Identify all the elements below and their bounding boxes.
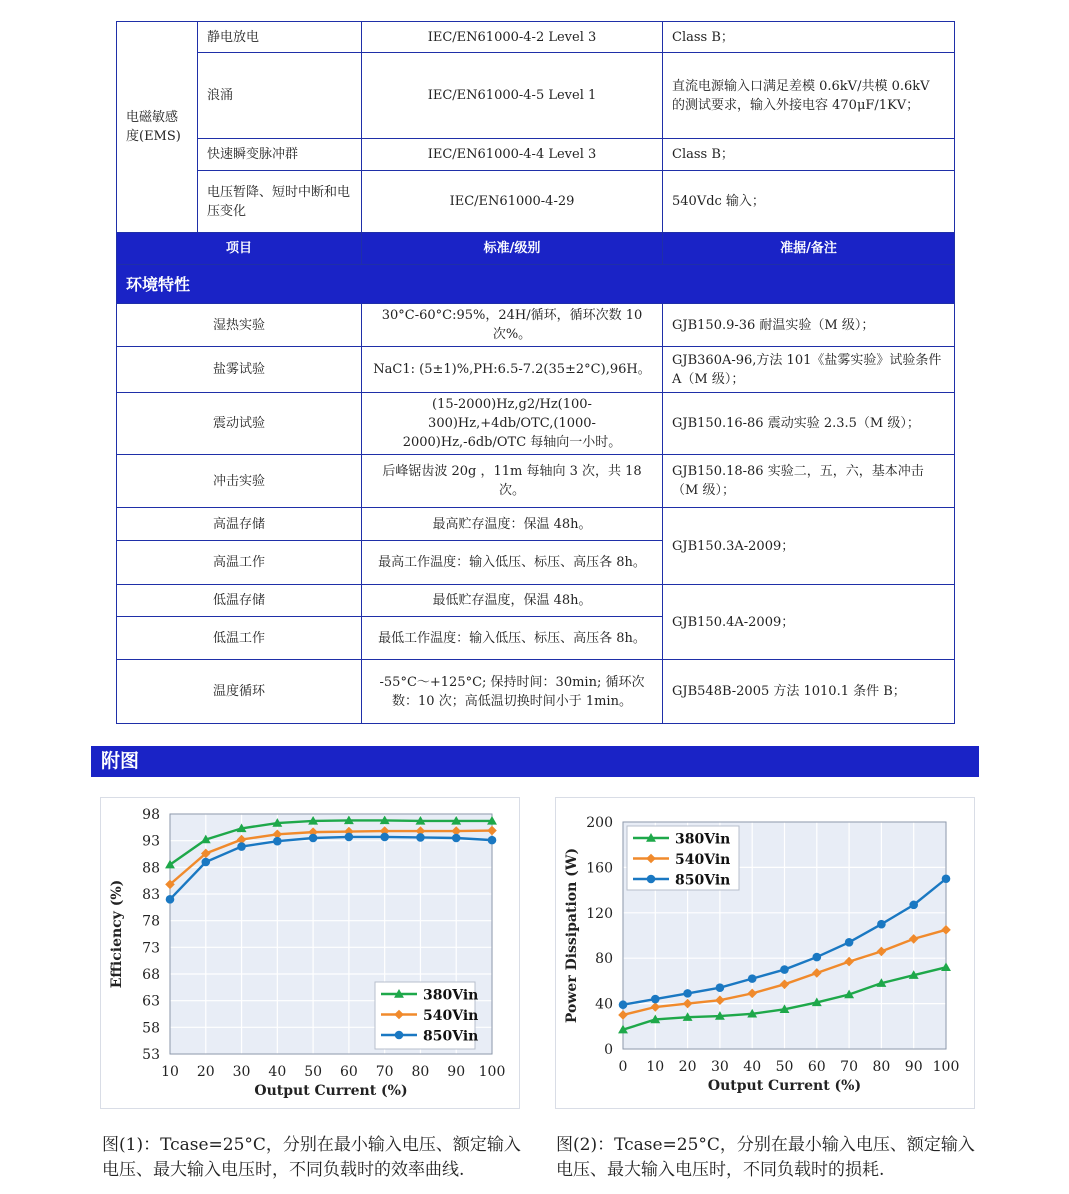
ems-standard: IEC/EN61000-4-2 Level 3 <box>362 22 663 53</box>
env-standard: NaC1: (5±1)%,PH:6.5-7.2(35±2°C),96H。 <box>362 347 663 393</box>
ems-row-surge <box>117 53 955 139</box>
x-tick-label: 90 <box>447 1064 466 1080</box>
env-item: 震动试验 <box>117 393 362 455</box>
data-point <box>201 858 210 867</box>
env-standard: 最高贮存温度：保温 48h。 <box>362 508 663 541</box>
legend-label: 540Vin <box>675 852 731 868</box>
x-tick-label: 50 <box>304 1064 323 1080</box>
efficiency-chart <box>100 797 520 1109</box>
legend <box>375 982 478 1049</box>
x-tick-label: 10 <box>161 1064 179 1080</box>
ems-note: 直流电源输入口满足差模 0.6kV/共模 0.6kV 的测试要求，输入外接电容 470μF/1KV； <box>663 53 955 139</box>
x-tick-label: 10 <box>646 1059 665 1075</box>
y-axis-title: Power Dissipation (W) <box>564 847 580 1024</box>
appendix-banner: 附图 <box>91 746 979 777</box>
legend-label: 850Vin <box>423 1028 479 1045</box>
data-point <box>716 983 725 992</box>
env-item: 低温存储 <box>117 585 362 617</box>
x-axis-title: Output Current (%) <box>707 1078 862 1094</box>
env-section-title: 环境特性 <box>117 265 955 304</box>
env-note-high-temp: GJB150.3A-2009； <box>663 508 955 585</box>
data-point <box>845 938 854 947</box>
env-standard: 30°C-60°C:95%，24H/循环，循环次数 10 次%。 <box>362 304 663 347</box>
legend-label: 540Vin <box>423 1008 479 1024</box>
env-note-low-temp: GJB150.4A-2009； <box>663 585 955 660</box>
ems-item: 静电放电 <box>198 22 362 53</box>
data-point <box>877 920 886 929</box>
legend-label: 380Vin <box>423 987 479 1004</box>
power-dissipation-chart <box>555 797 975 1109</box>
ems-note: 540Vdc 输入； <box>663 171 955 233</box>
y-tick-label: 73 <box>142 940 160 957</box>
ems-row-eft <box>117 139 955 171</box>
data-point <box>942 874 951 883</box>
env-item: 盐雾试验 <box>117 347 362 393</box>
figure1-caption: 图(1)：Tcase=25°C，分别在最小输入电压、额定输入电压、最大输入电压时，不同负载时的效率曲线. <box>102 1135 521 1180</box>
spec-table <box>116 21 955 724</box>
legend-label: 850Vin <box>675 872 731 889</box>
env-standard: 后峰锯齿波 20g ，11m 每轴向 3 次，共 18 次。 <box>362 455 663 508</box>
env-row <box>117 393 955 455</box>
y-tick-label: 0 <box>604 1042 613 1058</box>
header-note: 准据/备注 <box>663 233 955 265</box>
x-tick-label: 100 <box>478 1064 506 1080</box>
env-note: GJB150.16-86 震动实验 2.3.5（M 级）； <box>663 393 955 455</box>
y-tick-label: 40 <box>595 996 613 1013</box>
x-tick-label: 40 <box>743 1059 762 1075</box>
data-point <box>619 1000 628 1009</box>
ems-standard: IEC/EN61000-4-29 <box>362 171 663 233</box>
env-note: GJB150.9-36 耐温实验（M 级）； <box>663 304 955 347</box>
env-row <box>117 347 955 393</box>
x-tick-label: 80 <box>872 1059 891 1075</box>
y-tick-label: 120 <box>586 905 613 922</box>
data-point <box>345 833 354 842</box>
data-point <box>309 834 318 843</box>
ems-item: 电压暂降、短时中断和电压变化 <box>198 171 362 233</box>
x-axis-title: Output Current (%) <box>254 1083 408 1099</box>
header-item: 项目 <box>117 233 362 265</box>
ems-standard: IEC/EN61000-4-4 Level 3 <box>362 139 663 171</box>
env-item: 冲击实验 <box>117 455 362 508</box>
env-item: 湿热实验 <box>117 304 362 347</box>
data-point <box>813 953 822 962</box>
env-row <box>117 508 955 541</box>
data-point <box>273 837 282 846</box>
data-point <box>748 974 757 983</box>
table-header-row <box>117 233 955 265</box>
y-tick-label: 98 <box>142 807 160 823</box>
legend-label: 380Vin <box>675 831 731 848</box>
env-note: GJB360A-96,方法 101《盐雾实验》试验条件 A（M 级）； <box>663 347 955 393</box>
y-tick-label: 83 <box>142 887 160 903</box>
env-standard: (15-2000)Hz,g2/Hz(100-300)Hz,+4db/OTC,(1000-2000)Hz,-6db/OTC 每轴向一小时。 <box>362 393 663 455</box>
data-point <box>166 895 175 904</box>
figure2-caption: 图(2)：Tcase=25°C，分别在最小输入电压、额定输入电压、最大输入电压时，不同负载时的损耗. <box>556 1135 975 1180</box>
data-point <box>380 833 389 842</box>
ems-standard: IEC/EN61000-4-5 Level 1 <box>362 53 663 139</box>
data-point <box>683 989 692 998</box>
header-standard: 标准/级别 <box>362 233 663 265</box>
ems-row-dips <box>117 171 955 233</box>
env-row <box>117 304 955 347</box>
data-point <box>651 995 660 1004</box>
env-standard: 最低工作温度：输入低压、标压、高压各 8h。 <box>362 617 663 660</box>
ems-row-esd <box>117 22 955 53</box>
ems-item: 快速瞬变脉冲群 <box>198 139 362 171</box>
x-tick-label: 80 <box>411 1064 430 1080</box>
data-point <box>416 833 425 842</box>
env-row <box>117 660 955 724</box>
x-tick-label: 30 <box>710 1059 729 1075</box>
y-tick-label: 58 <box>142 1020 160 1037</box>
y-tick-label: 68 <box>142 967 160 983</box>
env-note: GJB150.18-86 实验二，五，六，基本冲击（M 级）； <box>663 455 955 508</box>
y-tick-label: 93 <box>142 833 160 850</box>
y-tick-label: 200 <box>586 815 613 831</box>
data-point <box>237 842 246 851</box>
y-tick-label: 78 <box>142 913 160 930</box>
x-tick-label: 60 <box>339 1064 358 1080</box>
env-section-row <box>117 265 955 304</box>
x-tick-label: 70 <box>375 1064 394 1080</box>
data-point <box>780 965 789 974</box>
ems-note: Class B； <box>663 22 955 53</box>
y-tick-label: 80 <box>595 951 613 968</box>
env-row <box>117 585 955 617</box>
ems-note: Class B； <box>663 139 955 171</box>
env-standard: -55°C～+125°C; 保持时间：30min; 循环次数：10 次；高低温切换时间小于 1min。 <box>362 660 663 724</box>
x-tick-label: 0 <box>618 1059 628 1075</box>
env-standard: 最高工作温度：输入低压、标压、高压各 8h。 <box>362 541 663 585</box>
data-point <box>488 836 497 845</box>
legend-marker <box>647 875 656 884</box>
data-point <box>909 901 918 910</box>
ems-group-label: 电磁敏感度(EMS) <box>117 22 198 233</box>
env-item: 温度循环 <box>117 660 362 724</box>
x-tick-label: 90 <box>904 1059 923 1075</box>
env-item: 高温工作 <box>117 541 362 585</box>
y-axis-title: Efficiency (%) <box>109 879 125 989</box>
env-item: 高温存储 <box>117 508 362 541</box>
x-tick-label: 70 <box>840 1059 859 1075</box>
env-note: GJB548B-2005 方法 1010.1 条件 B； <box>663 660 955 724</box>
x-tick-label: 40 <box>268 1064 287 1080</box>
x-tick-label: 50 <box>775 1059 794 1075</box>
x-tick-label: 20 <box>678 1059 697 1075</box>
x-tick-label: 20 <box>196 1064 215 1080</box>
legend-marker <box>395 1031 404 1040</box>
y-tick-label: 63 <box>142 993 160 1010</box>
legend <box>627 826 739 890</box>
env-standard: 最低贮存温度，保温 48h。 <box>362 585 663 617</box>
x-tick-label: 60 <box>807 1059 826 1075</box>
x-tick-label: 100 <box>932 1059 960 1075</box>
y-tick-label: 53 <box>142 1047 160 1063</box>
ems-item: 浪涌 <box>198 53 362 139</box>
env-item: 低温工作 <box>117 617 362 660</box>
x-tick-label: 30 <box>232 1064 251 1080</box>
data-point <box>452 834 461 843</box>
y-tick-label: 88 <box>142 860 160 877</box>
y-tick-label: 160 <box>586 860 613 877</box>
env-row <box>117 455 955 508</box>
